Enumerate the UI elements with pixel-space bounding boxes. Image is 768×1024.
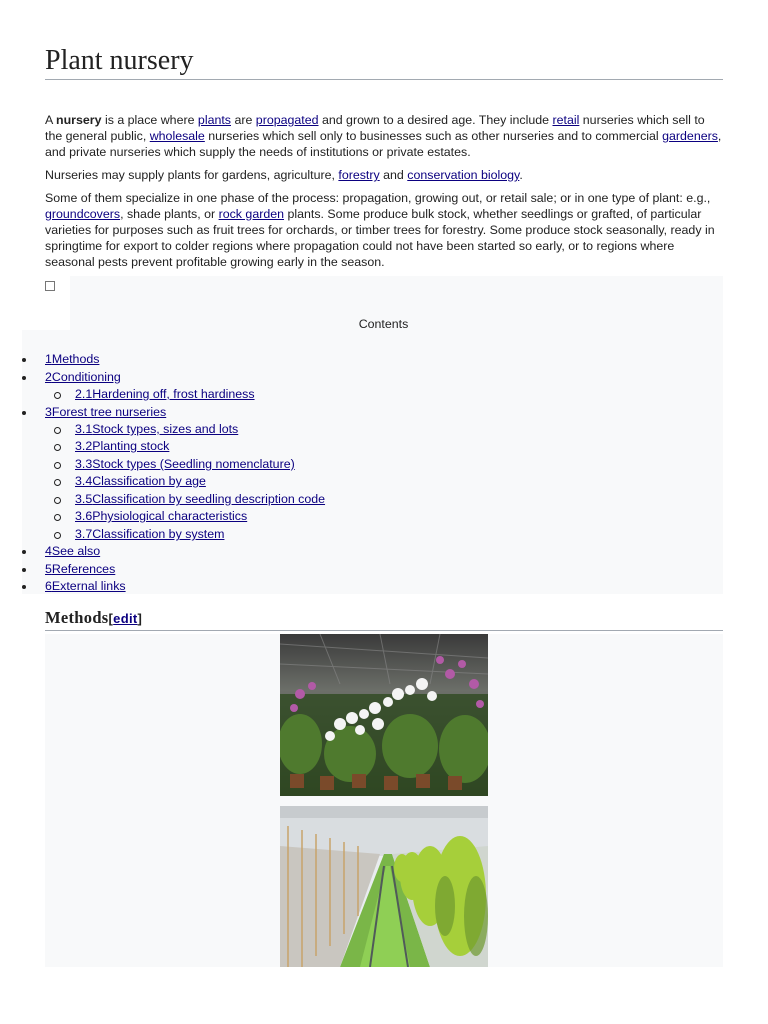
orchid-greenhouse-photo[interactable] [280,634,488,796]
link-wholesale[interactable]: wholesale [149,129,205,143]
toc-link-classification-by-age[interactable] [75,473,206,490]
bold-term: nursery [56,113,102,127]
bullet-icon [22,550,26,554]
circle-bullet-icon [54,479,61,486]
toc-number: 3.2 [75,439,93,453]
toc-link-stock-types-sizes-and-lots[interactable] [75,421,238,438]
toc-label: References [51,562,116,576]
paragraph-text: is a place where [101,113,198,127]
toc-label: External links [51,579,126,593]
circle-bullet-icon [54,444,61,451]
section-heading-methods [45,608,723,631]
toc-label: Classification by system [92,527,225,541]
toc-number: 3.4 [75,474,93,488]
paragraph-text: are [231,113,256,127]
toc-label: Stock types, sizes and lots [92,422,239,436]
paragraph-text: and [379,168,408,182]
toc-number: 3 [45,405,52,419]
toc-link-classification-by-system[interactable] [75,526,224,543]
link-rock-garden[interactable]: rock garden [218,207,285,221]
link-propagated[interactable]: propagated [255,113,319,127]
toc-toggle-checkbox[interactable] [45,281,55,291]
paragraph-text: . [519,168,523,182]
toc-link-references[interactable] [45,561,115,578]
toc-link-stock-types-seedling-nomenclature[interactable] [75,456,295,473]
paragraph-text: , and private nurseries which supply the needs of institutions or private estates. [45,129,722,159]
link-gardeners[interactable]: gardeners [662,129,718,143]
edit-section-link[interactable]: edit [113,611,138,626]
nursery-rows-image [280,806,488,967]
paragraph-text: and grown to a desired age. They include [318,113,553,127]
toc-number: 2 [45,370,52,384]
toc-number: 5 [45,562,52,576]
link-retail[interactable]: retail [552,113,580,127]
toc-link-planting-stock[interactable] [75,438,169,455]
toc-number: 4 [45,544,52,558]
toc-label: Classification by seedling description code [92,492,326,506]
intro-paragraph-1 [45,112,725,160]
toc-label: Methods [51,352,100,366]
orchid-greenhouse-image [280,634,488,796]
toc-link-forest-tree-nurseries[interactable] [45,404,166,421]
circle-bullet-icon [54,392,61,399]
bullet-icon [22,568,26,572]
paragraph-text: nurseries which sell only to businesses such as other nurseries and to commercial [204,129,663,143]
toc-label: Stock types (Seedling nomenclature) [92,457,295,471]
circle-bullet-icon [54,427,61,434]
toc-number: 3.6 [75,509,93,523]
toc-number: 6 [45,579,52,593]
paragraph-text: Nurseries may supply plants for gardens, agriculture, [45,168,339,182]
paragraph-text: A [45,113,57,127]
toc-label: Conditioning [51,370,121,384]
bullet-icon [22,358,26,362]
section-title: Methods [45,608,109,627]
intro-paragraph-3 [45,190,725,270]
circle-bullet-icon [54,532,61,539]
edit-bracket-open: [ [108,611,114,626]
circle-bullet-icon [54,497,61,504]
toc-label: Forest tree nurseries [51,405,167,419]
link-groundcovers[interactable]: groundcovers [45,207,121,221]
toc-link-methods[interactable] [45,351,99,368]
toc-label: Classification by age [92,474,206,488]
bullet-icon [22,411,26,415]
toc-label: Hardening off, frost hardiness [92,387,255,401]
toc-title: Contents [358,317,409,331]
paragraph-text: , shade plants, or [120,207,219,221]
toc-number: 3.3 [75,457,93,471]
toc-link-hardening-off-frost-hardiness[interactable] [75,386,255,403]
toc-link-conditioning[interactable] [45,369,121,386]
circle-bullet-icon [54,514,61,521]
bullet-icon [22,585,26,589]
page-title: Plant nursery [45,44,723,80]
circle-bullet-icon [54,462,61,469]
link-forestry[interactable]: forestry [338,168,380,182]
nursery-rows-photo[interactable] [280,806,488,967]
paragraph-text: Some of them specialize in one phase of the process: propagation, growing out, or retail sale; or in one type of plant: e.g., [45,191,711,205]
paragraph-text: plants. Some produce bulk stock, whether seedlings or grafted, of particular varieties for purposes such as fruit trees for orchards, or timber trees for forestry. Some produce stock seasonally, ready in springtime for export to colder regions where propagation could not have been started so early, or to regions where seasonal pests prevent profitable growing early in the season. [45,207,715,269]
toc-number: 1 [45,352,52,366]
toc-number: 2.1 [75,387,93,401]
bullet-icon [22,376,26,380]
toc-link-physiological-characteristics[interactable] [75,508,247,525]
link-conservation-biology[interactable]: conservation biology [407,168,520,182]
edit-bracket-close: ] [137,611,143,626]
toc-label: Planting stock [92,439,170,453]
toc-number: 3.1 [75,422,93,436]
toc-link-see-also[interactable] [45,543,100,560]
toc-number: 3.7 [75,527,93,541]
toc-label: See also [51,544,101,558]
paragraph-text: nurseries which sell to the general public, [45,113,705,143]
link-plants[interactable]: plants [197,113,231,127]
toc-label: Physiological characteristics [92,509,248,523]
toc-number: 3.5 [75,492,93,506]
intro-paragraph-2 [45,167,725,183]
toc-link-classification-by-seedling-description-code[interactable] [75,491,325,508]
toc-link-external-links[interactable] [45,578,126,595]
